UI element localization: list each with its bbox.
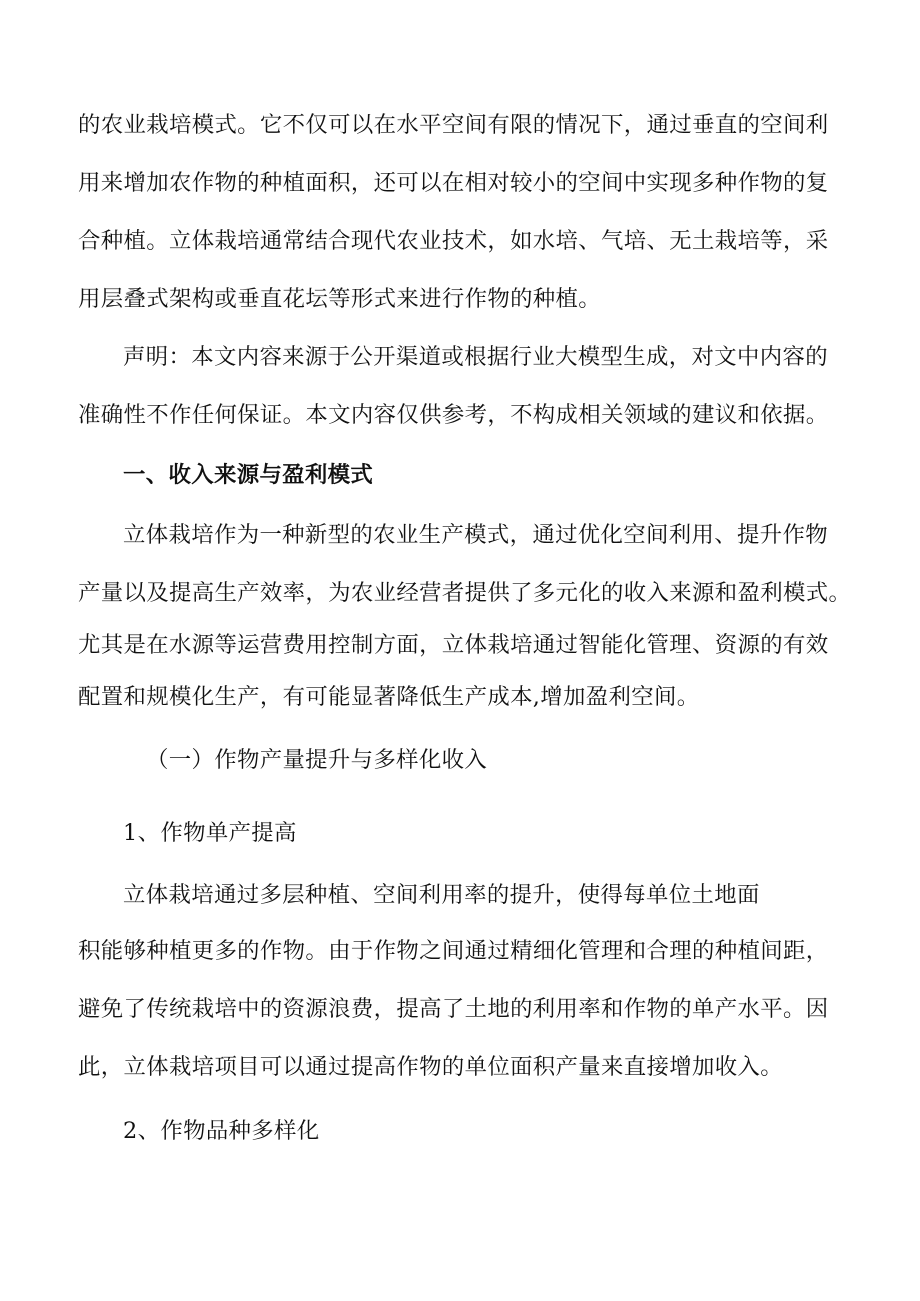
paragraph-1-line-1: 的农业栽培模式。它不仅可以在水平空间有限的情况下，通过垂直的空间利 [78, 112, 829, 138]
paragraph-3-line-4: 此，立体栽培项目可以通过提高作物的单位面积产量来直接增加收入。 [78, 1054, 783, 1080]
paragraph-2-line-1: 立体栽培作为一种新型的农业生产模式，通过优化空间利用、提升作物 [123, 522, 828, 548]
item-1-title: 1、作物单产提高 [123, 820, 297, 846]
paragraph-1-line-3: 合种植。立体栽培通常结合现代农业技术，如水培、气培、无土栽培等，采 [78, 228, 829, 254]
paragraph-2-line-3: 尤其是在水源等运营费用控制方面，立体栽培通过智能化管理、资源的有效 [78, 632, 829, 658]
paragraph-1-line-4: 用层叠式架构或垂直花坛等形式来进行作物的种植。 [78, 286, 602, 312]
paragraph-1-line-2: 用来增加农作物的种植面积，还可以在相对较小的空间中实现多种作物的复 [78, 170, 829, 196]
subsection-heading: （一）作物产量提升与多样化收入 [146, 747, 488, 773]
disclaimer-line-1: 声明：本文内容来源于公开渠道或根据行业大模型生成，对文中内容的 [123, 344, 828, 370]
section-heading: 一、收入来源与盈利模式 [123, 462, 374, 488]
paragraph-3-line-2: 积能够种植更多的作物。由于作物之间通过精细化管理和合理的种植间距， [78, 938, 829, 964]
paragraph-3-line-3: 避免了传统栽培中的资源浪费，提高了土地的利用率和作物的单产水平。因 [78, 996, 829, 1022]
paragraph-2-line-2: 产量以及提高生产效率，为农业经营者提供了多元化的收入来源和盈利模式。 [78, 580, 852, 606]
paragraph-3-line-1: 立体栽培通过多层种植、空间利用率的提升，使得每单位土地面 [123, 882, 760, 908]
paragraph-2-line-4: 配置和规模化生产，有可能显著降低生产成本,增加盈利空间。 [78, 684, 700, 710]
disclaimer-line-2: 准确性不作任何保证。本文内容仅供参考，不构成相关领域的建议和依据。 [78, 402, 829, 428]
item-2-title: 2、作物品种多样化 [123, 1118, 320, 1144]
